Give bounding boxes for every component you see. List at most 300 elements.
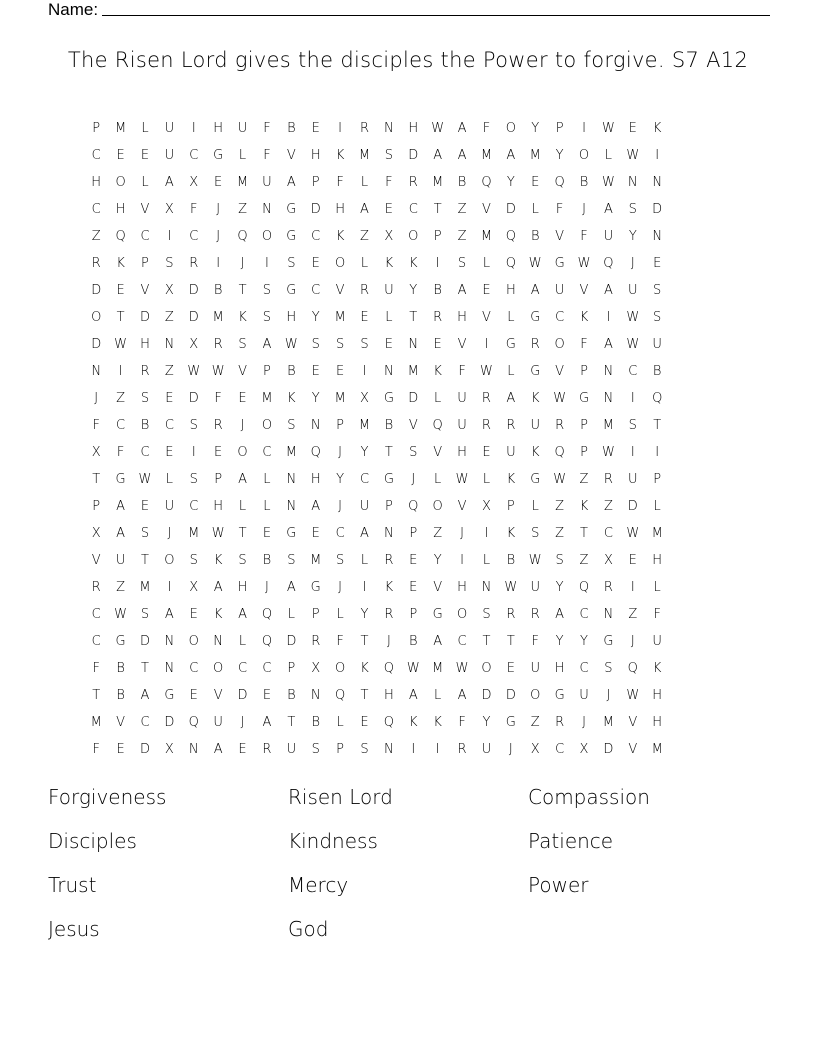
grid-letter[interactable]: S bbox=[165, 256, 174, 271]
grid-letter[interactable]: F bbox=[116, 445, 125, 460]
grid-letter[interactable]: N bbox=[213, 634, 224, 649]
grid-letter[interactable]: R bbox=[91, 580, 101, 595]
grid-letter[interactable]: T bbox=[580, 526, 588, 541]
grid-letter[interactable]: A bbox=[140, 688, 150, 703]
grid-letter[interactable]: S bbox=[262, 310, 272, 325]
grid-letter[interactable]: Z bbox=[457, 202, 467, 217]
grid-letter[interactable]: S bbox=[457, 256, 467, 271]
grid-letter[interactable]: B bbox=[116, 661, 125, 676]
grid-letter[interactable]: B bbox=[287, 688, 296, 703]
grid-letter[interactable]: Q bbox=[408, 499, 419, 514]
grid-letter[interactable]: R bbox=[506, 418, 516, 433]
grid-letter[interactable]: G bbox=[505, 715, 516, 730]
grid-letter[interactable]: R bbox=[481, 391, 491, 406]
grid-letter[interactable]: K bbox=[384, 256, 394, 271]
grid-letter[interactable]: I bbox=[484, 337, 489, 352]
grid-letter[interactable]: N bbox=[188, 742, 199, 757]
grid-letter[interactable]: O bbox=[530, 688, 541, 703]
grid-letter[interactable]: Q bbox=[603, 256, 614, 271]
grid-letter[interactable]: S bbox=[238, 337, 247, 352]
grid-letter[interactable]: U bbox=[481, 742, 492, 757]
grid-letter[interactable]: S bbox=[140, 526, 150, 541]
grid-letter[interactable]: L bbox=[287, 607, 295, 622]
grid-letter[interactable]: K bbox=[433, 715, 442, 730]
grid-letter[interactable]: M bbox=[310, 553, 322, 568]
grid-letter[interactable]: R bbox=[603, 472, 613, 487]
grid-letter[interactable]: V bbox=[433, 580, 443, 595]
grid-letter[interactable]: P bbox=[506, 499, 515, 514]
grid-letter[interactable]: U bbox=[457, 418, 467, 433]
grid-letter[interactable]: N bbox=[164, 337, 175, 352]
grid-letter[interactable]: J bbox=[240, 715, 245, 730]
grid-letter[interactable]: U bbox=[530, 661, 540, 676]
grid-letter[interactable]: A bbox=[213, 742, 223, 757]
grid-letter[interactable]: P bbox=[92, 121, 101, 136]
grid-letter[interactable]: M bbox=[114, 121, 127, 136]
grid-letter[interactable]: G bbox=[164, 688, 175, 703]
grid-letter[interactable]: U bbox=[359, 499, 370, 514]
grid-letter[interactable]: U bbox=[213, 715, 223, 730]
grid-letter[interactable]: P bbox=[141, 256, 149, 271]
grid-letter[interactable]: W bbox=[187, 364, 201, 379]
grid-letter[interactable]: W bbox=[211, 526, 225, 541]
grid-letter[interactable]: N bbox=[408, 337, 419, 352]
grid-letter[interactable]: D bbox=[652, 202, 663, 217]
grid-letter[interactable]: Z bbox=[555, 526, 565, 541]
grid-letter[interactable]: F bbox=[580, 337, 588, 352]
grid-letter[interactable]: E bbox=[116, 742, 125, 757]
grid-letter[interactable]: B bbox=[287, 121, 296, 136]
grid-letter[interactable]: G bbox=[383, 391, 394, 406]
grid-letter[interactable]: G bbox=[286, 202, 297, 217]
grid-letter[interactable]: B bbox=[287, 364, 296, 379]
grid-letter[interactable]: N bbox=[164, 634, 175, 649]
grid-letter[interactable]: D bbox=[603, 742, 614, 757]
grid-letter[interactable]: Z bbox=[457, 229, 467, 244]
grid-letter[interactable]: H bbox=[286, 310, 297, 325]
grid-letter[interactable]: R bbox=[530, 607, 540, 622]
grid-letter[interactable]: H bbox=[652, 553, 663, 568]
grid-letter[interactable]: S bbox=[189, 418, 198, 433]
grid-letter[interactable]: Y bbox=[580, 634, 588, 649]
grid-letter[interactable]: A bbox=[506, 148, 516, 163]
grid-letter[interactable]: F bbox=[214, 391, 222, 406]
grid-letter[interactable]: J bbox=[240, 418, 245, 433]
grid-letter[interactable]: X bbox=[579, 742, 589, 757]
grid-letter[interactable]: Q bbox=[505, 256, 516, 271]
grid-letter[interactable]: V bbox=[140, 202, 150, 217]
grid-letter[interactable]: L bbox=[531, 202, 539, 217]
grid-letter[interactable]: Y bbox=[360, 607, 369, 622]
grid-letter[interactable]: K bbox=[409, 715, 418, 730]
grid-letter[interactable]: T bbox=[360, 634, 369, 649]
grid-letter[interactable]: K bbox=[213, 607, 223, 622]
grid-letter[interactable]: G bbox=[530, 310, 541, 325]
grid-letter[interactable]: D bbox=[139, 742, 150, 757]
grid-letter[interactable]: U bbox=[164, 121, 175, 136]
grid-letter[interactable]: T bbox=[384, 445, 393, 460]
grid-letter[interactable]: F bbox=[263, 121, 271, 136]
grid-letter[interactable]: V bbox=[628, 742, 638, 757]
grid-letter[interactable]: O bbox=[261, 229, 273, 244]
grid-letter[interactable]: J bbox=[582, 715, 586, 730]
grid-letter[interactable]: L bbox=[507, 364, 515, 379]
grid-letter[interactable]: V bbox=[628, 715, 638, 730]
grid-letter[interactable]: M bbox=[358, 148, 371, 163]
grid-letter[interactable]: N bbox=[481, 580, 492, 595]
grid-letter[interactable]: U bbox=[164, 148, 175, 163]
grid-letter[interactable]: P bbox=[580, 445, 588, 460]
grid-letter[interactable]: A bbox=[116, 499, 126, 514]
grid-letter[interactable]: Z bbox=[238, 202, 247, 217]
grid-letter[interactable]: Y bbox=[628, 229, 637, 244]
grid-letter[interactable]: S bbox=[531, 526, 540, 541]
grid-letter[interactable]: D bbox=[481, 688, 492, 703]
grid-letter[interactable]: D bbox=[627, 499, 638, 514]
grid-letter[interactable]: U bbox=[286, 742, 297, 757]
grid-letter[interactable]: I bbox=[435, 256, 440, 271]
grid-letter[interactable]: M bbox=[334, 391, 346, 406]
grid-letter[interactable]: A bbox=[555, 607, 565, 622]
grid-letter[interactable]: N bbox=[286, 499, 297, 514]
grid-letter[interactable]: M bbox=[285, 445, 297, 460]
grid-letter[interactable]: K bbox=[579, 310, 589, 325]
grid-letter[interactable]: L bbox=[482, 256, 491, 271]
grid-letter[interactable]: H bbox=[213, 499, 224, 514]
grid-letter[interactable]: Y bbox=[433, 553, 442, 568]
grid-letter[interactable]: E bbox=[482, 283, 491, 298]
grid-letter[interactable]: D bbox=[310, 202, 321, 217]
grid-letter[interactable]: E bbox=[360, 310, 369, 325]
grid-letter[interactable]: A bbox=[286, 580, 296, 595]
grid-letter[interactable]: T bbox=[360, 688, 369, 703]
grid-letter[interactable]: Y bbox=[336, 472, 345, 487]
grid-letter[interactable]: V bbox=[433, 445, 443, 460]
grid-letter[interactable]: G bbox=[115, 634, 126, 649]
grid-letter[interactable]: B bbox=[530, 229, 540, 244]
grid-letter[interactable]: W bbox=[114, 337, 128, 352]
grid-letter[interactable]: A bbox=[262, 337, 272, 352]
grid-letter[interactable]: N bbox=[286, 472, 297, 487]
grid-letter[interactable]: S bbox=[360, 337, 369, 352]
grid-letter[interactable]: Q bbox=[554, 175, 565, 190]
grid-letter[interactable]: K bbox=[384, 580, 394, 595]
grid-letter[interactable]: A bbox=[311, 499, 321, 514]
grid-letter[interactable]: W bbox=[626, 337, 640, 352]
grid-letter[interactable]: K bbox=[287, 391, 296, 406]
grid-letter[interactable]: G bbox=[383, 472, 394, 487]
grid-letter[interactable]: L bbox=[238, 634, 247, 649]
grid-letter[interactable]: J bbox=[386, 634, 391, 649]
grid-letter[interactable]: U bbox=[164, 499, 175, 514]
grid-letter[interactable]: Q bbox=[505, 229, 516, 244]
grid-letter[interactable]: O bbox=[578, 148, 590, 163]
grid-letter[interactable]: Q bbox=[652, 391, 663, 406]
grid-letter[interactable]: V bbox=[579, 283, 589, 298]
grid-letter[interactable]: B bbox=[384, 418, 394, 433]
grid-letter[interactable]: G bbox=[578, 391, 590, 406]
grid-letter[interactable]: U bbox=[628, 283, 638, 298]
grid-letter[interactable]: O bbox=[164, 553, 175, 568]
grid-letter[interactable]: E bbox=[384, 202, 393, 217]
grid-letter[interactable]: D bbox=[286, 634, 297, 649]
grid-letter[interactable]: K bbox=[238, 310, 247, 325]
grid-letter[interactable]: L bbox=[238, 499, 247, 514]
grid-letter[interactable]: U bbox=[384, 283, 394, 298]
grid-letter[interactable]: S bbox=[238, 553, 247, 568]
grid-letter[interactable]: F bbox=[190, 202, 198, 217]
grid-letter[interactable]: R bbox=[384, 607, 394, 622]
grid-letter[interactable]: L bbox=[141, 175, 149, 190]
grid-letter[interactable]: E bbox=[482, 445, 491, 460]
grid-letter[interactable]: H bbox=[652, 688, 663, 703]
grid-letter[interactable]: T bbox=[287, 715, 296, 730]
grid-letter[interactable]: G bbox=[115, 472, 126, 487]
grid-letter[interactable]: W bbox=[553, 472, 567, 487]
grid-letter[interactable]: I bbox=[606, 310, 611, 325]
grid-letter[interactable]: Z bbox=[555, 499, 565, 514]
grid-letter[interactable]: E bbox=[335, 364, 345, 379]
grid-letter[interactable]: A bbox=[457, 688, 467, 703]
grid-letter[interactable]: R bbox=[555, 418, 565, 433]
grid-letter[interactable]: L bbox=[482, 553, 491, 568]
grid-letter[interactable]: C bbox=[262, 445, 272, 460]
grid-letter[interactable]: H bbox=[115, 202, 126, 217]
grid-letter[interactable]: M bbox=[432, 661, 444, 676]
grid-letter[interactable]: K bbox=[335, 148, 345, 163]
grid-letter[interactable]: O bbox=[505, 121, 516, 136]
grid-letter[interactable]: C bbox=[408, 202, 418, 217]
grid-letter[interactable]: Y bbox=[311, 391, 320, 406]
grid-letter[interactable]: S bbox=[555, 553, 564, 568]
grid-letter[interactable]: B bbox=[652, 364, 662, 379]
grid-letter[interactable]: O bbox=[188, 634, 199, 649]
grid-letter[interactable]: G bbox=[432, 607, 443, 622]
grid-letter[interactable]: L bbox=[434, 472, 442, 487]
grid-letter[interactable]: J bbox=[167, 526, 172, 541]
grid-letter[interactable]: I bbox=[435, 742, 440, 757]
grid-letter[interactable]: U bbox=[628, 472, 638, 487]
grid-letter[interactable]: W bbox=[114, 607, 128, 622]
grid-letter[interactable]: R bbox=[359, 283, 370, 298]
grid-letter[interactable]: V bbox=[213, 688, 223, 703]
grid-letter[interactable]: D bbox=[139, 634, 150, 649]
grid-letter[interactable]: F bbox=[458, 715, 466, 730]
grid-letter[interactable]: C bbox=[628, 364, 638, 379]
grid-letter[interactable]: L bbox=[434, 391, 442, 406]
grid-letter[interactable]: A bbox=[457, 283, 467, 298]
grid-letter[interactable]: S bbox=[628, 418, 637, 433]
grid-letter[interactable]: P bbox=[555, 121, 564, 136]
grid-letter[interactable]: X bbox=[164, 283, 174, 298]
grid-letter[interactable]: P bbox=[92, 499, 101, 514]
grid-letter[interactable]: F bbox=[92, 418, 100, 433]
grid-letter[interactable]: R bbox=[140, 364, 150, 379]
grid-letter[interactable]: C bbox=[189, 499, 199, 514]
grid-letter[interactable]: Q bbox=[554, 445, 565, 460]
grid-letter[interactable]: J bbox=[265, 580, 269, 595]
grid-letter[interactable]: V bbox=[116, 715, 126, 730]
grid-letter[interactable]: E bbox=[165, 445, 174, 460]
grid-letter[interactable]: C bbox=[555, 742, 565, 757]
grid-letter[interactable]: S bbox=[189, 553, 198, 568]
grid-letter[interactable]: V bbox=[286, 148, 296, 163]
grid-letter[interactable]: S bbox=[287, 553, 296, 568]
grid-letter[interactable]: K bbox=[409, 256, 418, 271]
grid-letter[interactable]: G bbox=[286, 229, 297, 244]
grid-letter[interactable]: W bbox=[601, 445, 615, 460]
grid-letter[interactable]: M bbox=[432, 175, 444, 190]
grid-letter[interactable]: D bbox=[188, 283, 199, 298]
grid-letter[interactable]: A bbox=[360, 202, 369, 217]
grid-letter[interactable]: Z bbox=[164, 364, 174, 379]
grid-letter[interactable]: I bbox=[216, 256, 221, 271]
grid-letter[interactable]: P bbox=[287, 661, 296, 676]
grid-letter[interactable]: I bbox=[411, 742, 416, 757]
grid-letter[interactable]: E bbox=[238, 391, 247, 406]
grid-letter[interactable]: A bbox=[238, 607, 247, 622]
grid-letter[interactable]: Y bbox=[555, 580, 564, 595]
grid-letter[interactable]: F bbox=[653, 607, 661, 622]
grid-letter[interactable]: R bbox=[530, 337, 540, 352]
grid-letter[interactable]: K bbox=[652, 661, 662, 676]
grid-letter[interactable]: N bbox=[310, 688, 321, 703]
grid-letter[interactable]: H bbox=[554, 661, 565, 676]
grid-letter[interactable]: J bbox=[582, 202, 586, 217]
grid-letter[interactable]: T bbox=[141, 553, 149, 568]
grid-letter[interactable]: T bbox=[238, 283, 247, 298]
grid-letter[interactable]: R bbox=[213, 337, 223, 352]
grid-letter[interactable]: N bbox=[384, 121, 394, 136]
grid-letter[interactable]: J bbox=[240, 256, 245, 271]
grid-letter[interactable]: C bbox=[189, 148, 199, 163]
grid-letter[interactable]: S bbox=[335, 553, 345, 568]
grid-letter[interactable]: U bbox=[530, 418, 540, 433]
grid-letter[interactable]: F bbox=[458, 364, 466, 379]
grid-letter[interactable]: X bbox=[189, 337, 199, 352]
grid-letter[interactable]: G bbox=[530, 364, 541, 379]
grid-letter[interactable]: E bbox=[360, 715, 369, 730]
grid-letter[interactable]: K bbox=[530, 391, 540, 406]
grid-letter[interactable]: T bbox=[238, 526, 247, 541]
grid-letter[interactable]: K bbox=[652, 121, 662, 136]
grid-letter[interactable]: U bbox=[115, 553, 126, 568]
grid-letter[interactable]: S bbox=[335, 337, 345, 352]
grid-letter[interactable]: C bbox=[91, 202, 101, 217]
grid-letter[interactable]: J bbox=[460, 526, 464, 541]
grid-letter[interactable]: T bbox=[653, 418, 662, 433]
grid-letter[interactable]: D bbox=[408, 391, 419, 406]
grid-letter[interactable]: F bbox=[92, 742, 100, 757]
grid-letter[interactable]: S bbox=[262, 283, 272, 298]
grid-letter[interactable]: W bbox=[480, 364, 493, 379]
grid-letter[interactable]: F bbox=[263, 148, 271, 163]
grid-letter[interactable]: H bbox=[91, 175, 102, 190]
grid-letter[interactable]: W bbox=[406, 661, 420, 676]
grid-letter[interactable]: K bbox=[530, 445, 540, 460]
grid-letter[interactable]: M bbox=[139, 580, 151, 595]
grid-letter[interactable]: K bbox=[506, 472, 516, 487]
grid-letter[interactable]: X bbox=[189, 175, 199, 190]
grid-letter[interactable]: Q bbox=[237, 229, 248, 244]
grid-letter[interactable]: U bbox=[530, 580, 540, 595]
grid-letter[interactable]: P bbox=[263, 364, 271, 379]
grid-letter[interactable]: M bbox=[602, 715, 614, 730]
grid-letter[interactable]: E bbox=[238, 742, 247, 757]
grid-letter[interactable]: C bbox=[140, 229, 150, 244]
grid-letter[interactable]: S bbox=[628, 202, 637, 217]
grid-letter[interactable]: V bbox=[481, 202, 491, 217]
grid-letter[interactable]: W bbox=[577, 256, 591, 271]
grid-letter[interactable]: S bbox=[384, 148, 394, 163]
grid-letter[interactable]: A bbox=[116, 526, 126, 541]
grid-letter[interactable]: Q bbox=[334, 688, 346, 703]
grid-letter[interactable]: C bbox=[91, 148, 101, 163]
grid-letter[interactable]: R bbox=[457, 742, 467, 757]
grid-letter[interactable]: I bbox=[338, 121, 343, 136]
grid-letter[interactable]: E bbox=[433, 337, 442, 352]
grid-letter[interactable]: C bbox=[335, 526, 345, 541]
grid-letter[interactable]: X bbox=[164, 202, 174, 217]
grid-letter[interactable]: Q bbox=[261, 607, 273, 622]
grid-letter[interactable]: F bbox=[580, 229, 588, 244]
grid-letter[interactable]: E bbox=[214, 175, 223, 190]
grid-letter[interactable]: Q bbox=[432, 418, 443, 433]
grid-letter[interactable]: U bbox=[652, 337, 662, 352]
grid-letter[interactable]: I bbox=[118, 364, 123, 379]
grid-letter[interactable]: S bbox=[604, 661, 613, 676]
grid-letter[interactable]: N bbox=[262, 202, 272, 217]
grid-letter[interactable]: U bbox=[652, 634, 662, 649]
grid-letter[interactable]: M bbox=[651, 742, 663, 757]
grid-letter[interactable]: I bbox=[655, 148, 660, 163]
grid-letter[interactable]: A bbox=[360, 526, 369, 541]
grid-letter[interactable]: E bbox=[189, 607, 198, 622]
grid-letter[interactable]: B bbox=[409, 634, 418, 649]
grid-letter[interactable]: P bbox=[336, 742, 345, 757]
grid-letter[interactable]: C bbox=[116, 418, 126, 433]
grid-letter[interactable]: X bbox=[481, 499, 491, 514]
grid-letter[interactable]: D bbox=[237, 688, 248, 703]
grid-letter[interactable]: K bbox=[433, 364, 442, 379]
grid-letter[interactable]: V bbox=[555, 364, 565, 379]
grid-letter[interactable]: Y bbox=[506, 175, 515, 190]
grid-letter[interactable]: C bbox=[359, 472, 370, 487]
grid-letter[interactable]: W bbox=[431, 121, 445, 136]
grid-letter[interactable]: E bbox=[531, 175, 540, 190]
grid-letter[interactable]: S bbox=[653, 283, 662, 298]
grid-letter[interactable]: L bbox=[653, 580, 661, 595]
grid-letter[interactable]: Z bbox=[116, 580, 126, 595]
grid-letter[interactable]: M bbox=[529, 148, 541, 163]
grid-letter[interactable]: A bbox=[164, 607, 174, 622]
grid-letter[interactable]: Y bbox=[531, 121, 540, 136]
grid-letter[interactable]: S bbox=[287, 256, 296, 271]
grid-letter[interactable]: X bbox=[164, 742, 174, 757]
grid-letter[interactable]: N bbox=[384, 742, 394, 757]
grid-letter[interactable]: O bbox=[213, 661, 224, 676]
grid-letter[interactable]: O bbox=[456, 607, 468, 622]
grid-letter[interactable]: L bbox=[336, 715, 344, 730]
grid-letter[interactable]: D bbox=[505, 688, 516, 703]
grid-letter[interactable]: O bbox=[237, 445, 248, 460]
grid-letter[interactable]: N bbox=[627, 175, 638, 190]
grid-letter[interactable]: G bbox=[554, 256, 565, 271]
grid-letter[interactable]: S bbox=[189, 472, 198, 487]
grid-letter[interactable]: X bbox=[91, 445, 101, 460]
grid-letter[interactable]: F bbox=[336, 175, 344, 190]
grid-letter[interactable]: Z bbox=[164, 310, 174, 325]
